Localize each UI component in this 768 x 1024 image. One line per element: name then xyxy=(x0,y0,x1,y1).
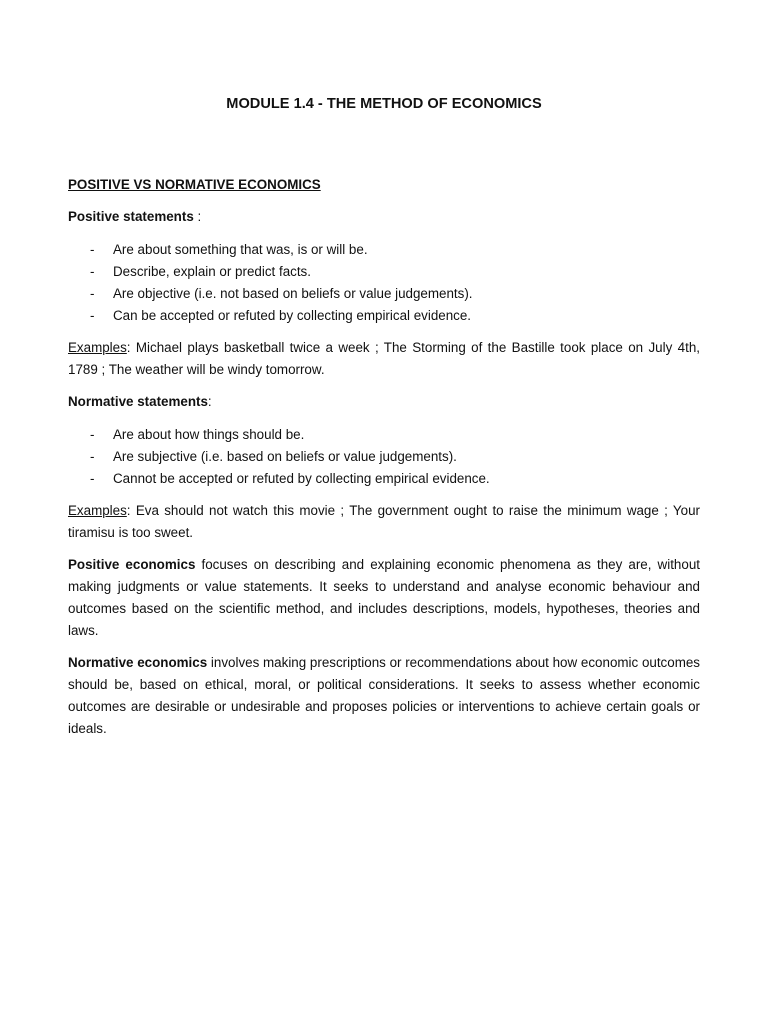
dash-bullet: - xyxy=(90,471,95,486)
list-item xyxy=(68,283,700,305)
examples-label: Examples xyxy=(68,340,127,355)
positive-statements-suffix: : xyxy=(193,209,202,224)
list-item-text: Can be accepted or refuted by collecting empirical evidence. xyxy=(113,308,472,323)
examples-label: Examples xyxy=(68,503,127,518)
list-item xyxy=(68,424,700,446)
list-item-text: Are about something that was, is or will be. xyxy=(113,242,368,257)
list-item xyxy=(68,239,700,261)
positive-economics-text: focuses on describing and explaining economic phenomena as they are, without making judgments or value statements. It seeks to understand and analyse economic behaviour and outcomes based on the scientific method, and includes descriptions, models, hypotheses, theories and laws. xyxy=(68,557,700,638)
normative-economics-paragraph xyxy=(68,652,700,740)
positive-statements-label: Positive statements xyxy=(68,209,194,224)
normative-statements-list xyxy=(68,424,700,490)
document-content xyxy=(68,94,700,750)
section-heading: POSITIVE VS NORMATIVE ECONOMICS xyxy=(68,177,321,192)
page-title: MODULE 1.4 - THE METHOD OF ECONOMICS xyxy=(226,96,542,112)
normative-economics-text: involves making prescriptions or recommendations about how economic outcomes should be, based on ethical, moral, or political considerations. It seeks to assess whether economic outcomes are desirable or undesirable and proposes policies or interventions to achieve certain goals or ideals. xyxy=(68,655,700,736)
list-item xyxy=(68,261,700,283)
list-item-text: Cannot be accepted or refuted by collecting empirical evidence. xyxy=(113,471,490,486)
examples-text: : Michael plays basketball twice a week ; The Storming of the Bastille took place on July 4th, 1789 ; The weather will be windy tomorrow. xyxy=(68,340,700,377)
list-item xyxy=(68,305,700,327)
positive-statements-heading xyxy=(68,206,700,228)
positive-economics-paragraph xyxy=(68,554,700,642)
dash-bullet: - xyxy=(90,286,95,301)
dash-bullet: - xyxy=(90,264,95,279)
list-item-text: Are about how things should be. xyxy=(113,427,305,442)
list-item-text: Are subjective (i.e. based on beliefs or value judgements). xyxy=(113,449,457,464)
normative-statements-label: Normative statements xyxy=(68,394,208,409)
list-item-text: Are objective (i.e. not based on beliefs or value judgements). xyxy=(113,286,473,301)
dash-bullet: - xyxy=(90,427,95,442)
positive-examples-paragraph xyxy=(68,337,700,381)
normative-examples-paragraph xyxy=(68,500,700,544)
normative-economics-term: Normative economics xyxy=(68,655,208,670)
dash-bullet: - xyxy=(90,449,95,464)
normative-statements-suffix: : xyxy=(207,394,212,409)
dash-bullet: - xyxy=(90,242,95,257)
list-item xyxy=(68,446,700,468)
examples-text: : Eva should not watch this movie ; The government ought to raise the minimum wage ; Your tiramisu is too sweet. xyxy=(68,503,700,540)
positive-statements-list xyxy=(68,239,700,327)
list-item xyxy=(68,468,700,490)
list-item-text: Describe, explain or predict facts. xyxy=(113,264,311,279)
normative-statements-heading xyxy=(68,391,700,413)
dash-bullet: - xyxy=(90,308,95,323)
positive-economics-term: Positive economics xyxy=(68,557,196,572)
